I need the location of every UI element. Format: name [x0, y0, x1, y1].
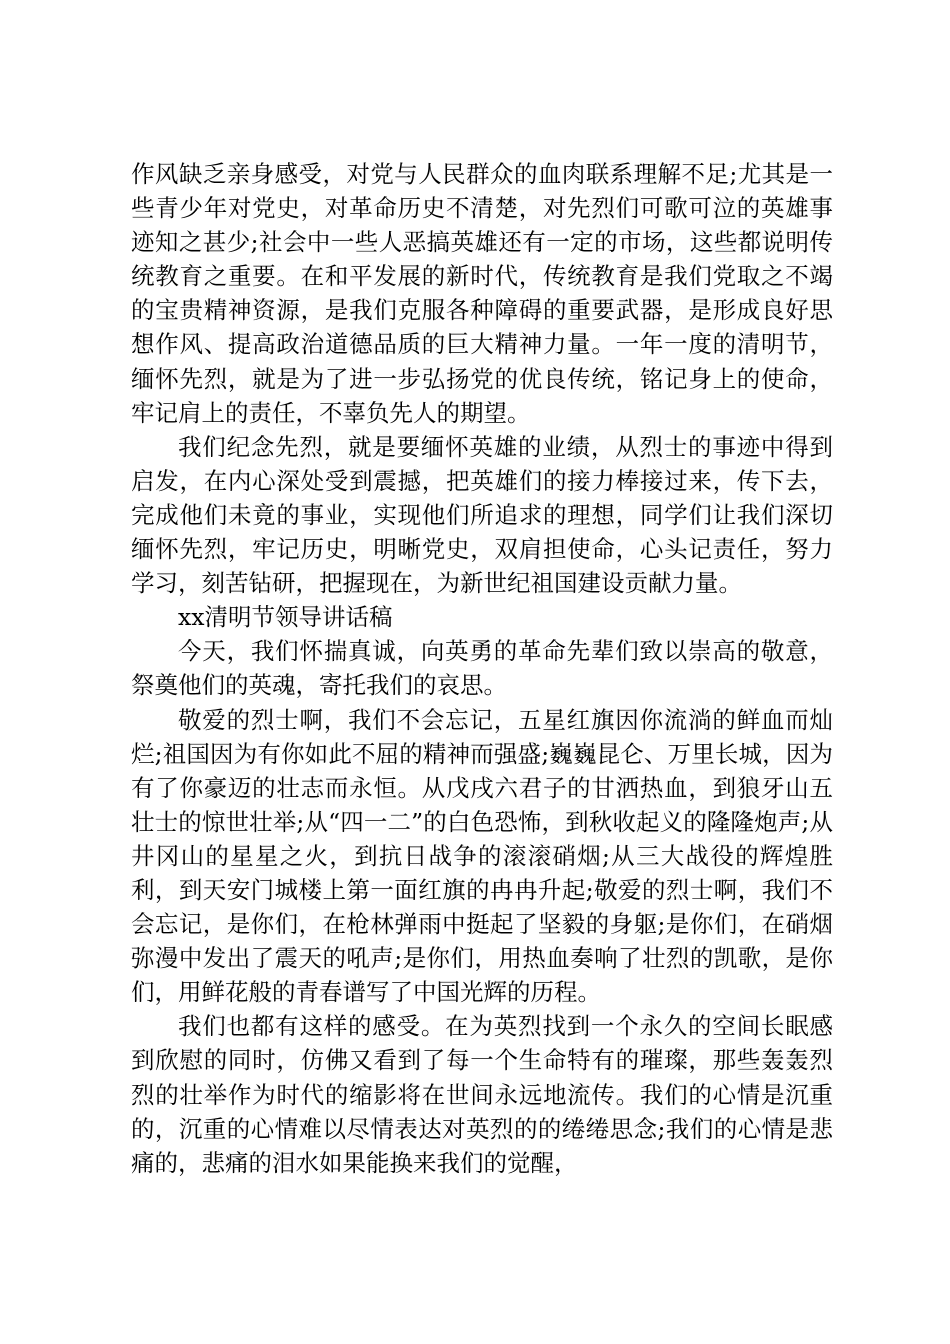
paragraph-feelings: 我们也都有这样的感受。在为英烈找到一个永久的空间长眠感到欣慰的同时，仿佛又看到了每一个生命特有的璀璨，那些轰轰烈烈的壮举作为时代的缩影将在世间永远地流传。我们的心情是沉重的，沉重的心情难以尽情表达对英烈的的绻绻思念;我们的心情是悲痛的，悲痛的泪水如果能换来我们的觉醒， [131, 1012, 833, 1177]
paragraph-martyrs: 敬爱的烈士啊，我们不会忘记，五星红旗因你流淌的鲜血而灿烂;祖国因为有你如此不屈的精神而强盛;巍巍昆仑、万里长城，因为有了你豪迈的壮志而永恒。从戊戌六君子的甘洒热血，到狼牙山五壮士的惊世壮举;从“四一二”的白色恐怖，到秋收起义的隆隆炮声;从井冈山的星星之火，到抗日战争的滚滚硝烟;从三大战役的辉煌胜利，到天安门城楼上第一面红旗的冉冉升起;敬爱的烈士啊，我们不会忘记，是你们，在枪林弹雨中挺起了坚毅的身躯;是你们，在硝烟弥漫中发出了震天的吼声;是你们，用热血奏响了壮烈的凯歌，是你们，用鲜花般的青春谱写了中国光辉的历程。 [131, 705, 833, 1007]
document-page [131, 157, 833, 1180]
paragraph-continued: 作风缺乏亲身感受，对党与人民群众的血肉联系理解不足;尤其是一些青少年对党史，对革命历史不清楚，对先烈们可歌可泣的英雄事迹知之甚少;社会中一些人恶搞英雄还有一定的市场，这些都说明传统教育之重要。在和平发展的新时代，传统教育是我们党取之不竭的宝贵精神资源，是我们克服各种障碍的重要武器，是形成良好思想作风、提高政治道德品质的巨大精神力量。一年一度的清明节，缅怀先烈，就是为了进一步弘扬党的优良传统，铭记身上的使命，牢记肩上的责任，不辜负先人的期望。 [131, 160, 833, 427]
paragraph-commemorate: 我们纪念先烈，就是要缅怀英雄的业绩，从烈士的事迹中得到启发，在内心深处受到震撼，把英雄们的接力棒接过来，传下去，完成他们未竟的事业，实现他们所追求的理想，同学们让我们深切缅怀先烈，牢记历史，明晰党史，双肩担使命，心头记责任，努力学习，刻苦钻研，把握现在，为新世纪祖国建设贡献力量。 [131, 432, 833, 598]
section-title: xx清明节领导讲话稿 [178, 603, 393, 632]
paragraph-today: 今天，我们怀揣真诚，向英勇的革命先辈们致以崇高的敬意，祭奠他们的英魂，寄托我们的哀思。 [131, 637, 833, 700]
